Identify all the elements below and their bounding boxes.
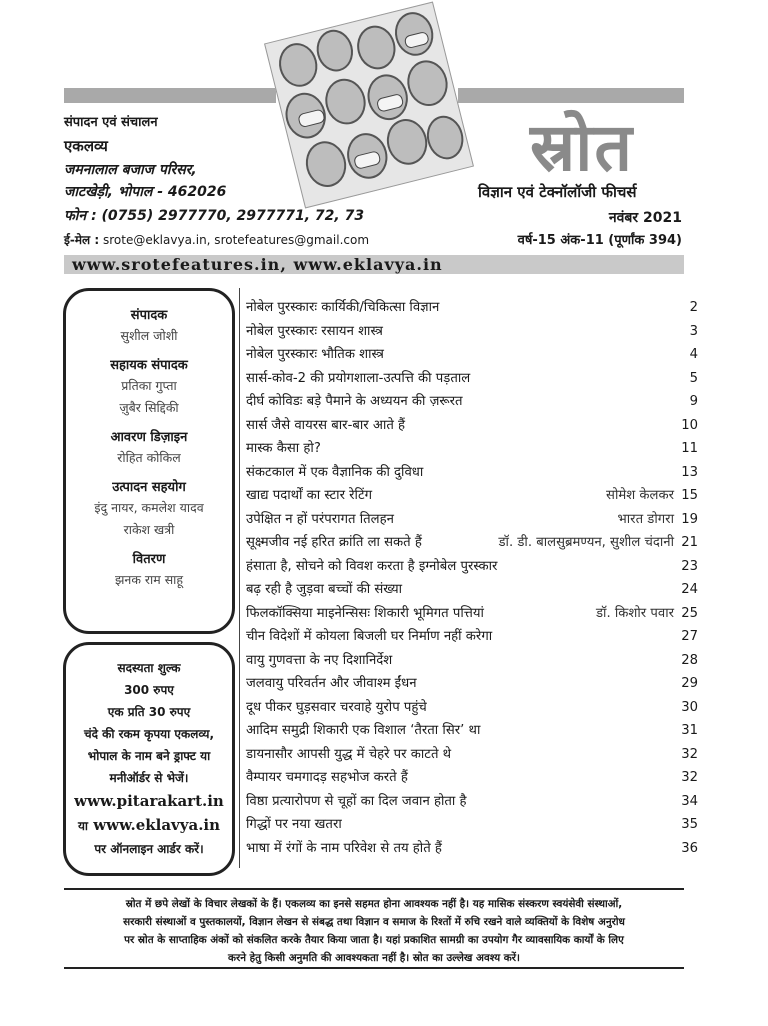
toc-title: दीर्घ कोविडः बड़े पैमाने के अध्ययन की ज़रूरत xyxy=(246,394,463,409)
toc-author: सोमेश केलकर xyxy=(606,488,674,503)
toc-row[interactable] xyxy=(246,743,698,767)
toc-row[interactable] xyxy=(246,790,698,814)
toc-row[interactable] xyxy=(246,390,698,414)
toc-page-number: 35 xyxy=(681,817,698,832)
toc-row[interactable] xyxy=(246,672,698,696)
toc-author: डॉ. डी. बालसुब्रमण्यन, सुशील चंदानी xyxy=(498,535,674,550)
toc-page-number: 15 xyxy=(681,488,698,503)
toc-row[interactable] xyxy=(246,696,698,720)
toc-row[interactable] xyxy=(246,437,698,461)
toc-row[interactable] xyxy=(246,508,698,532)
toc-page-number: 5 xyxy=(689,370,698,386)
toc-page-number: 28 xyxy=(681,652,698,668)
toc-page-number: 24 xyxy=(681,582,698,597)
toc-author: डॉ. किशोर पवार xyxy=(596,605,674,621)
publisher-label: संपादन एवं संचालन xyxy=(64,115,158,130)
phone-numbers: फोन : (0755) 2977770, 2977771, 72, 73 xyxy=(64,208,365,224)
toc-page-number: 30 xyxy=(681,699,698,715)
subscription-box xyxy=(63,642,235,876)
toc-title: डायनासौर आपसी युद्ध में चेहरे पर काटते थे xyxy=(246,746,452,762)
toc-title: खाद्य पदार्थों का स्टार रेटिंग xyxy=(246,488,373,503)
toc-title: हंसाता है, सोचने को विवश करता है इग्नोबेल पुरस्कार xyxy=(246,558,498,574)
subscription-single: एक प्रति 30 रुपए xyxy=(107,705,191,719)
table-of-contents xyxy=(246,296,698,860)
disclaimer-line: सरकारी संस्थाओं व पुस्तकालयों, विज्ञान लेखन से संबद्ध तथा विज्ञान व समाज के रिश्तों में रुचि रखने वाले व्यक्तियों के विशेष अनुरोध xyxy=(123,916,625,928)
toc-page-number: 2 xyxy=(689,300,698,315)
toc-row[interactable] xyxy=(246,625,698,649)
toc-title: संकटकाल में एक वैज्ञानिक की दुविधा xyxy=(246,464,424,480)
disclaimer xyxy=(64,895,684,967)
toc-title: चीन विदेशों में कोयला बिजली घर निर्माण नहीं करेगा xyxy=(246,629,493,644)
toc-row[interactable] xyxy=(246,578,698,602)
magazine-tagline: विज्ञान एवं टेक्नॉलॉजी फीचर्स xyxy=(478,183,637,201)
toc-page-number: 4 xyxy=(689,347,698,362)
credit-role: संपादक xyxy=(130,308,168,323)
toc-page-number: 34 xyxy=(681,793,698,809)
toc-page-number: 21 xyxy=(681,535,698,550)
toc-row[interactable] xyxy=(246,837,698,861)
toc-page-number: 13 xyxy=(681,464,698,480)
toc-row[interactable] xyxy=(246,461,698,485)
email-line xyxy=(64,231,369,248)
toc-title: आदिम समुद्री शिकारी एक विशाल ‘तैरता सिर’ था xyxy=(246,723,481,738)
website-links[interactable]: www.srotefeatures.in, www.eklavya.in xyxy=(72,255,443,274)
subscription-title: सदस्यता शुल्क xyxy=(117,661,181,675)
toc-page-number: 31 xyxy=(681,723,698,738)
toc-page-number: 29 xyxy=(681,676,698,691)
toc-row[interactable] xyxy=(246,367,698,391)
toc-page-number: 9 xyxy=(689,394,698,409)
address-line-2: जाटखेड़ी, भोपाल - 462026 xyxy=(64,184,227,200)
or-text: या xyxy=(77,819,89,833)
toc-title: वैम्पायर चमगादड़ सहभोज करते हैं xyxy=(246,770,408,785)
toc-title: बढ़ रही है जुड़वा बच्चों की संख्या xyxy=(246,582,403,597)
issue-number: वर्ष-15 अंक-11 (पूर्णांक 394) xyxy=(517,233,682,248)
toc-title: मास्क कैसा हो? xyxy=(246,441,321,456)
pitarakart-link[interactable]: www.pitarakart.in xyxy=(74,792,224,810)
toc-title: नोबेल पुरस्कारः भौतिक शास्त्र xyxy=(246,347,384,362)
magazine-logo: स्रोत xyxy=(530,109,634,186)
cover-illustration xyxy=(264,1,474,208)
toc-row[interactable] xyxy=(246,602,698,626)
credit-name: सुशील जोशी xyxy=(120,328,178,343)
toc-title: गिद्धों पर नया खतरा xyxy=(246,817,342,832)
issue-month: नवंबर 2021 xyxy=(608,210,682,226)
address-line-1: जमनालाल बजाज परिसर, xyxy=(64,162,197,178)
eklavya-link-line xyxy=(66,813,232,838)
credit-name: इंदु नायर, कमलेश यादव xyxy=(94,500,204,515)
toc-title: वायु गुणवत्ता के नए दिशानिर्देश xyxy=(246,652,393,668)
subscription-line-4: पर ऑनलाइन आर्डर करें। xyxy=(94,842,204,856)
toc-title: सार्स जैसे वायरस बार-बार आते हैं xyxy=(246,417,406,433)
disclaimer-top-rule xyxy=(64,888,684,890)
subscription-line-2: भोपाल के नाम बने ड्राफ्ट या xyxy=(87,749,211,763)
toc-title: सार्स-कोव-2 की प्रयोगशाला-उत्पत्ति की पड़ताल xyxy=(246,370,471,386)
credit-name: झनक राम साहू xyxy=(114,572,184,587)
toc-row[interactable] xyxy=(246,414,698,438)
credit-role: सहायक संपादक xyxy=(110,358,188,373)
toc-row[interactable] xyxy=(246,296,698,320)
disclaimer-line: पर स्रोत के साप्ताहिक अंकों को संकलित करके तैयार किया जाता है। यहां प्रकाशित सामग्री का उपयोग गैर व्यावसायिक कार्यों के लिए xyxy=(124,934,624,946)
toc-row[interactable] xyxy=(246,719,698,743)
header-bar-left xyxy=(64,88,276,103)
credit-name: ज़ुबैर सिद्दिकी xyxy=(119,400,179,415)
disclaimer-line: स्रोत में छपे लेखों के विचार लेखकों के हैं। एकलव्य का इनसे सहमत होना आवश्यक नहीं है। यह मासिक संस्करण स्वयंसेवी संस्थाओं, xyxy=(125,898,623,910)
email-label: ई-मेल : xyxy=(64,233,100,247)
toc-row[interactable] xyxy=(246,649,698,673)
toc-row[interactable] xyxy=(246,766,698,790)
toc-page-number: 27 xyxy=(681,629,698,644)
toc-row[interactable] xyxy=(246,813,698,837)
publisher-org: एकलव्य xyxy=(64,137,108,155)
toc-row[interactable] xyxy=(246,320,698,344)
toc-row[interactable] xyxy=(246,343,698,367)
credits-box xyxy=(63,288,235,634)
toc-title: उपेक्षित न हों परंपरागत तिलहन xyxy=(246,511,394,527)
credit-name: राकेश खत्री xyxy=(123,522,175,537)
toc-row[interactable] xyxy=(246,484,698,508)
eklavya-link[interactable]: www.eklavya.in xyxy=(93,816,221,834)
subscription-line-1: चंदे की रकम कृपया एकलव्य, xyxy=(83,727,215,741)
toc-page-number: 32 xyxy=(681,770,698,785)
toc-page-number: 32 xyxy=(681,746,698,762)
toc-title: नोबेल पुरस्कारः कार्यिकी/चिकित्सा विज्ञान xyxy=(246,300,440,315)
toc-page-number: 25 xyxy=(681,605,698,621)
toc-title: दूध पीकर घुड़सवार चरवाहे युरोप पहुंचे xyxy=(246,699,427,715)
credit-name: प्रतिका गुप्ता xyxy=(121,378,177,393)
subscription-annual: 300 रुपए xyxy=(124,683,174,697)
credit-role: उत्पादन सहयोग xyxy=(112,480,186,495)
toc-page-number: 36 xyxy=(681,840,698,856)
toc-page-number: 19 xyxy=(681,511,698,527)
subscription-line-3: मनीऑर्डर से भेजें। xyxy=(109,771,189,785)
toc-author: भारत डोगरा xyxy=(617,511,674,527)
disclaimer-line: करने हेतु किसी अनुमति की आवश्यकता नहीं है। स्रोत का उल्लेख अवश्य करें। xyxy=(228,952,520,964)
toc-title: विष्ठा प्रत्यारोपण से चूहों का दिल जवान होता है xyxy=(246,793,467,809)
credit-name: रोहित कोकिल xyxy=(117,450,181,465)
email-address[interactable]: srote@eklavya.in, srotefeatures@gmail.com xyxy=(103,233,370,247)
toc-page-number: 23 xyxy=(681,558,698,574)
credit-role: आवरण डिज़ाइन xyxy=(110,430,188,445)
toc-title: सूक्ष्मजीव नई हरित क्रांति ला सकते हैं xyxy=(246,535,422,550)
toc-title: भाषा में रंगों के नाम परिवेश से तय होते हैं xyxy=(246,840,442,856)
toc-row[interactable] xyxy=(246,531,698,555)
toc-page-number: 3 xyxy=(689,323,698,339)
toc-title: फिलकॉक्सिया माइनेन्सिसः शिकारी भूमिगत पत्तियां xyxy=(246,605,484,621)
toc-row[interactable] xyxy=(246,555,698,579)
toc-divider xyxy=(239,288,240,868)
toc-title: जलवायु परिवर्तन और जीवाश्म ईंधन xyxy=(246,676,417,691)
toc-page-number: 11 xyxy=(681,441,698,456)
credit-role: वितरण xyxy=(132,552,166,567)
toc-page-number: 10 xyxy=(681,417,698,433)
toc-title: नोबेल पुरस्कारः रसायन शास्त्र xyxy=(246,323,383,339)
disclaimer-bottom-rule xyxy=(64,967,684,969)
